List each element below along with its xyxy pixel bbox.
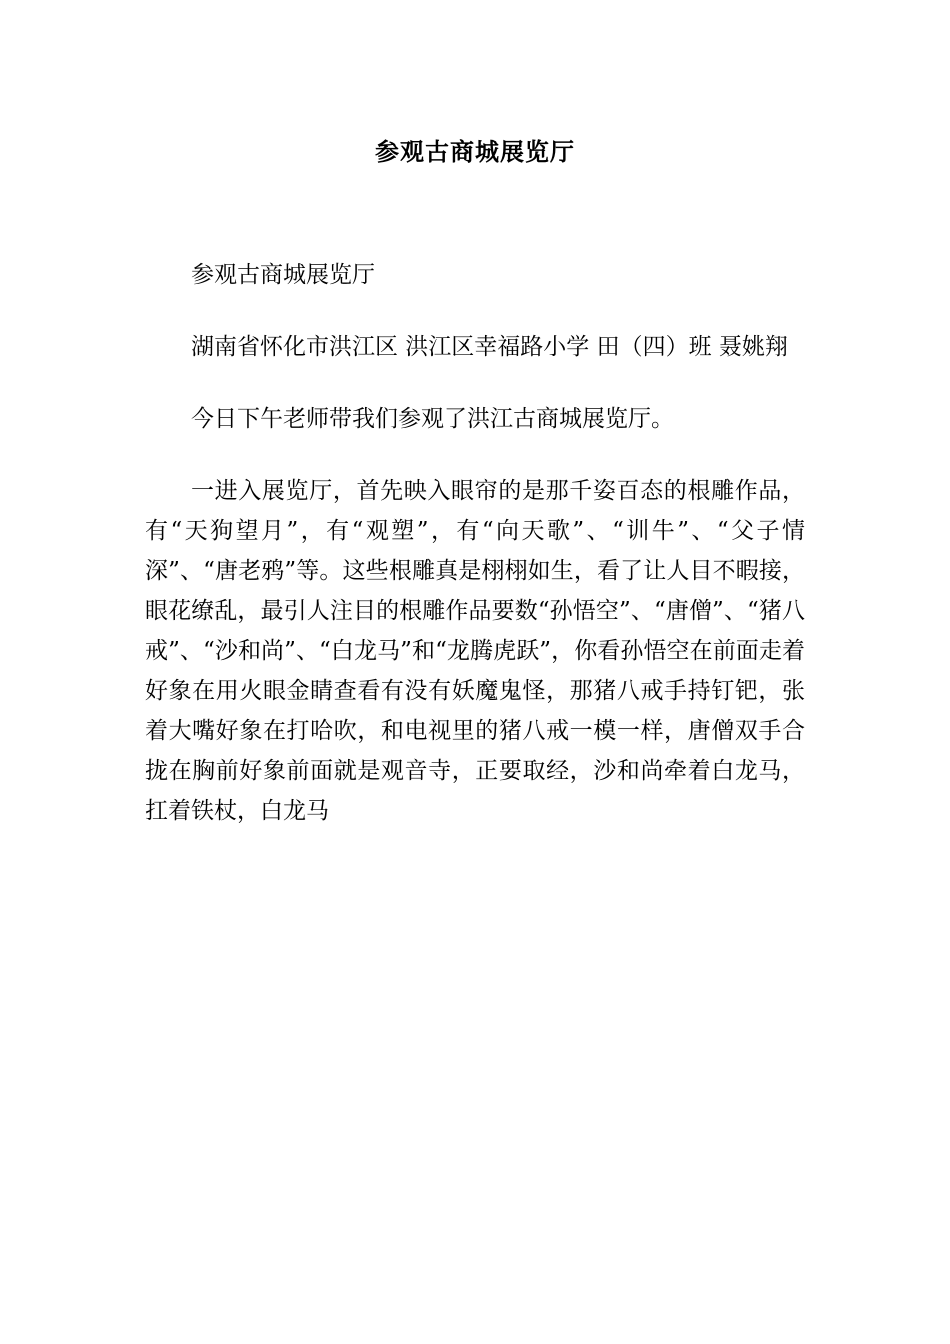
paragraph-intro: 今日下午老师带我们参观了洪江古商城展览厅。 xyxy=(191,406,674,432)
paragraph-author: 湖南省怀化市洪江区 洪江区幸福路小学 田（四）班 聂姚翔 xyxy=(191,334,788,360)
paragraph-main: 一进入展览厅，首先映入眼帘的是那千姿百态的根雕作品，有“天狗望月”，有“观塑”，有“向天歌”、“训牛”、“父子情深”、“唐老鸦”等。这些根雕真是栩栩如生，看了让人目不暇接，眼花缭乱，最引人注目的根雕作品要数“孙悟空”、“唐僧”、“猪八戒”、“沙和尚”、“白龙马”和“龙腾虎跃”，你看孙悟空在前面走着好象在用火眼金睛查看有没有妖魔鬼怪，那猪八戒手持钉钯，张着大嘴好象在打哈吹，和电视里的猪八戒一模一样，唐僧双手合拢在胸前好象前面就是观音寺，正要取经，沙和尚牵着白龙马，扛着铁杖，白龙马 xyxy=(145,478,805,824)
document-body xyxy=(145,255,805,863)
paragraph-subtitle: 参观古商城展览厅 xyxy=(191,262,375,288)
document-title: 参观古商城展览厅 xyxy=(375,137,575,166)
